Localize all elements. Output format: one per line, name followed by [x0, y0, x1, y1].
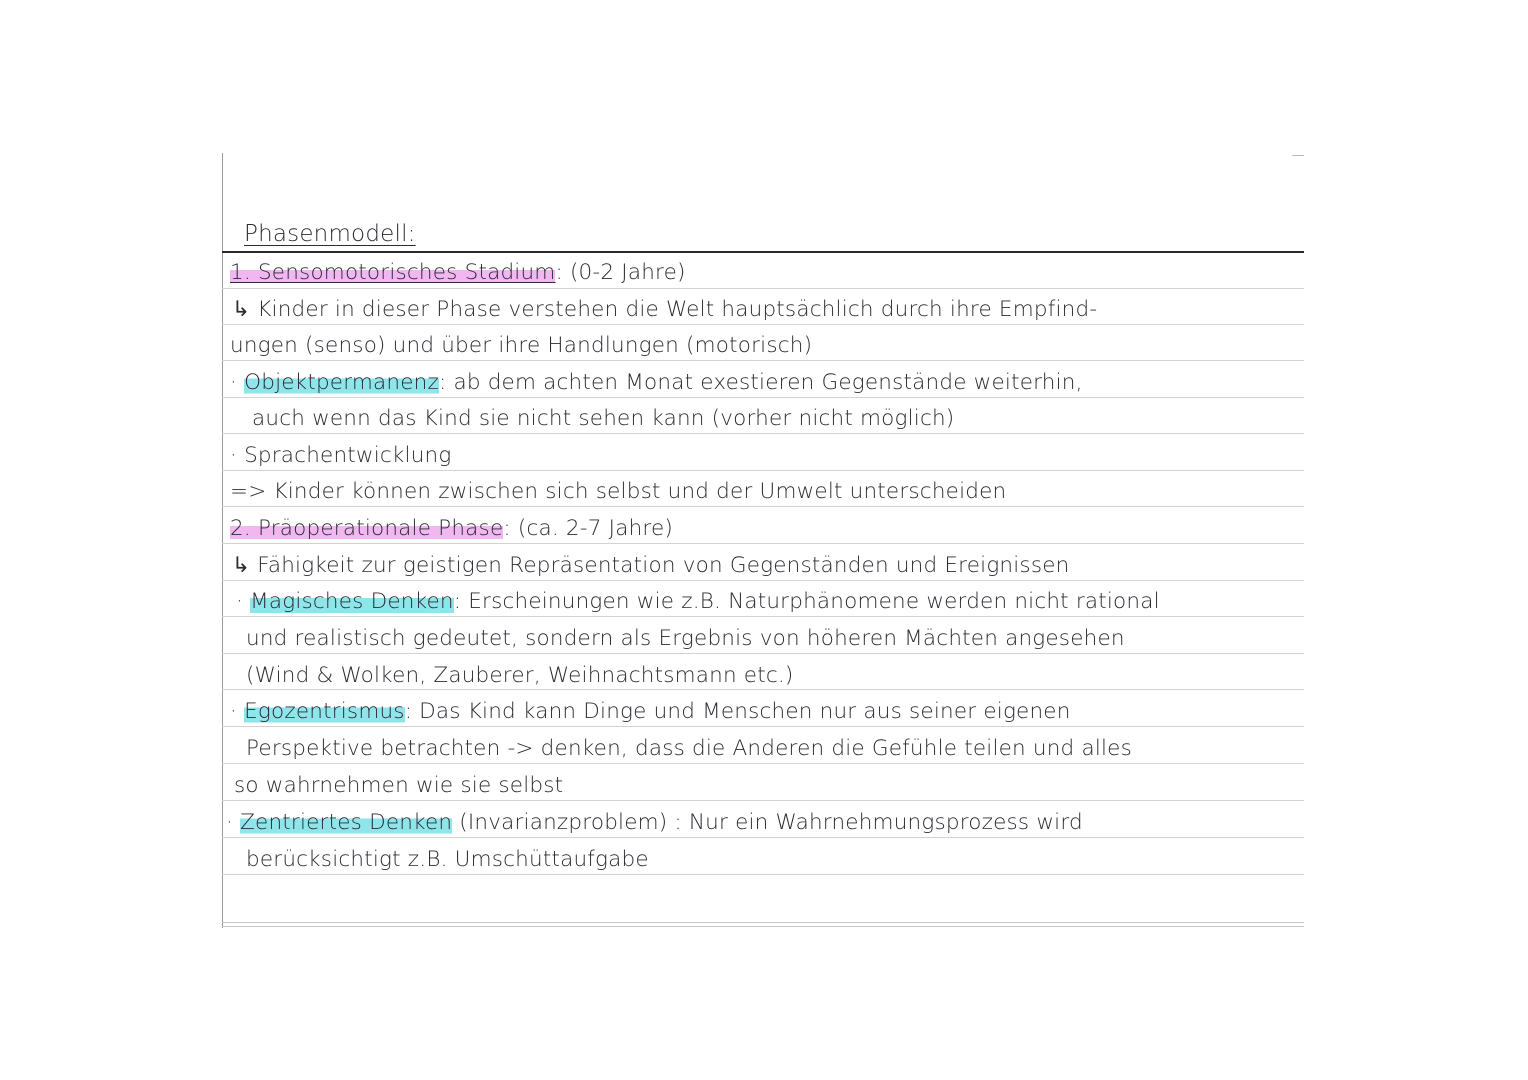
magisches-denken-continuation1: und realistisch gedeutet, sondern als Ergebnis von höheren Mächten angesehen — [246, 626, 1125, 651]
egozentrismus-text: : Das Kind kann Dinge und Menschen nur aus seiner eigenen — [404, 699, 1071, 724]
header-rule — [222, 251, 1304, 253]
stage1-heading: 1. Sensomotorisches Stadium — [230, 260, 556, 285]
ruled-line — [222, 580, 1304, 581]
ruled-line — [222, 653, 1304, 654]
egozentrismus-continuation1: Perspektive betrachten -> denken, dass die Anderen die Gefühle teilen und alles — [246, 736, 1132, 761]
objektpermanenz-continuation: auch wenn das Kind sie nicht sehen kann (vorher nicht möglich) — [252, 406, 955, 431]
term-egozentrismus: Egozentrismus — [244, 699, 405, 724]
bullet-dot: · — [226, 810, 234, 835]
ruled-line — [222, 800, 1304, 801]
page-bottom-edge — [222, 922, 1304, 927]
ruled-line — [222, 360, 1304, 361]
stage2-range: : (ca. 2-7 Jahre) — [503, 516, 673, 541]
page-title: Phasenmodell: — [244, 221, 416, 247]
stage2-description-line1: ↳ Fähigkeit zur geistigen Repräsentation von Gegenständen und Ereignissen — [232, 553, 1070, 578]
stage1-range: : (0-2 Jahre) — [555, 260, 686, 285]
ruled-line — [222, 616, 1304, 617]
stage2-bullet-egozentrismus — [230, 698, 1071, 726]
ruled-line — [222, 324, 1304, 325]
magisches-denken-text: : Erscheinungen wie z.B. Naturphänomene werden nicht rational — [453, 589, 1160, 614]
objektpermanenz-text: : ab dem achten Monat exestieren Gegenstände weiterhin, — [438, 370, 1083, 395]
stage1-heading-line — [230, 259, 686, 287]
term-magisches-denken: Magisches Denken — [250, 589, 454, 614]
ruled-line — [222, 763, 1304, 764]
egozentrismus-continuation2: so wahrnehmen wie sie selbst — [234, 773, 564, 798]
stage1-description-line2: ungen (senso) und über ihre Handlungen (motorisch) — [230, 333, 813, 358]
bullet-dot: · — [230, 699, 238, 724]
bullet-dot: · — [236, 589, 244, 614]
bullet-dot: · — [230, 370, 238, 395]
stage1-conclusion: => Kinder können zwischen sich selbst und der Umwelt unterscheiden — [230, 479, 1007, 504]
stage1-description-line1: ↳ Kinder in dieser Phase verstehen die Welt hauptsächlich durch ihre Empfind- — [232, 297, 1098, 322]
ruled-line — [222, 543, 1304, 544]
stage2-heading-line — [230, 515, 673, 543]
zentriertes-denken-text: (Invarianzproblem) : Nur ein Wahrnehmungsprozess wird — [452, 810, 1083, 835]
term-zentriertes-denken: Zentriertes Denken — [240, 810, 453, 835]
zentriertes-denken-continuation: berücksichtigt z.B. Umschüttaufgabe — [246, 847, 649, 872]
ruled-line — [222, 470, 1304, 471]
stage2-heading: 2. Präoperationale Phase — [230, 516, 504, 541]
stage2-bullet-zentriertes-denken — [226, 809, 1083, 837]
term-objektpermanenz: Objektpermanenz — [244, 370, 439, 395]
stage2-bullet-magisches-denken — [236, 588, 1160, 616]
ruled-line — [222, 288, 1304, 289]
page-edge-mark — [1292, 155, 1304, 156]
ruled-line — [222, 726, 1304, 727]
ruled-line — [222, 433, 1304, 434]
stage1-bullet-sprachentwicklung: · Sprachentwicklung — [230, 443, 452, 468]
ruled-line — [222, 837, 1304, 838]
stage1-bullet-objektpermanenz — [230, 369, 1083, 397]
ruled-line — [222, 506, 1304, 507]
ruled-line — [222, 397, 1304, 398]
magisches-denken-continuation2: (Wind & Wolken, Zauberer, Weihnachtsmann etc.) — [246, 663, 794, 688]
ruled-line — [222, 874, 1304, 875]
